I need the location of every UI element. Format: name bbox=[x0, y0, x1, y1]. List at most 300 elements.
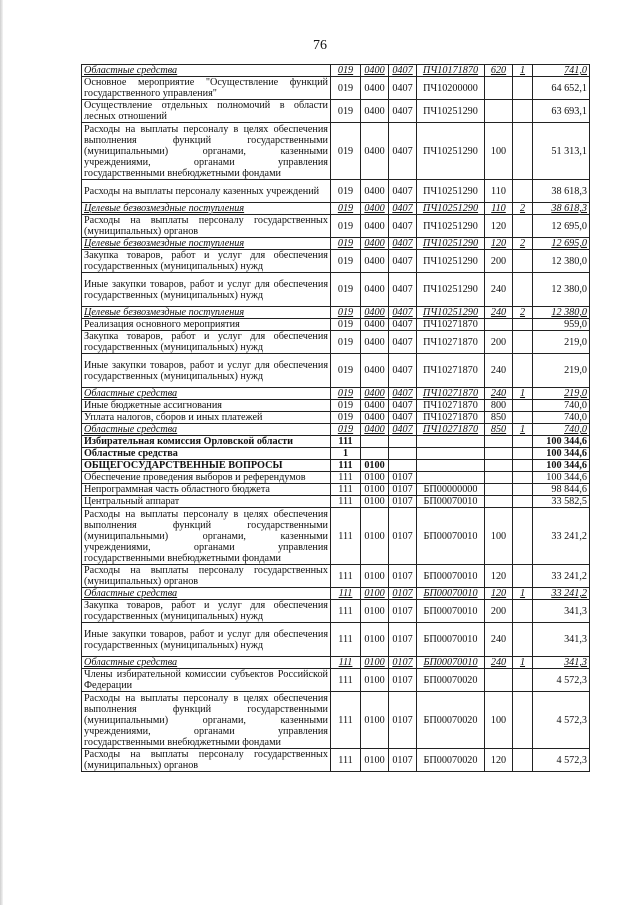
code-target-article: ПЧ10171870 bbox=[417, 65, 485, 77]
code-funding-source bbox=[513, 331, 533, 354]
row-amount: 219,0 bbox=[533, 388, 590, 400]
table-row bbox=[82, 77, 590, 100]
table-row bbox=[82, 400, 590, 412]
row-amount: 341,3 bbox=[533, 623, 590, 657]
code-section: 0400 bbox=[361, 307, 389, 319]
row-amount: 4 572,3 bbox=[533, 692, 590, 749]
row-name: Закупка товаров, работ и услуг для обеспечения государственных (муниципальных) нужд bbox=[82, 250, 331, 273]
code-expense-type bbox=[485, 100, 513, 123]
code-expense-type: 120 bbox=[485, 588, 513, 600]
code-section: 0400 bbox=[361, 319, 389, 331]
row-amount: 4 572,3 bbox=[533, 749, 590, 772]
table-row bbox=[82, 600, 590, 623]
row-name: Уплата налогов, сборов и иных платежей bbox=[82, 412, 331, 424]
code-funding-source bbox=[513, 180, 533, 203]
table-row bbox=[82, 319, 590, 331]
code-ministry: 111 bbox=[331, 600, 361, 623]
code-expense-type bbox=[485, 77, 513, 100]
code-ministry: 019 bbox=[331, 100, 361, 123]
table-row bbox=[82, 657, 590, 669]
code-funding-source bbox=[513, 436, 533, 448]
code-funding-source bbox=[513, 472, 533, 484]
code-ministry: 111 bbox=[331, 588, 361, 600]
code-target-article: ПЧ10271870 bbox=[417, 424, 485, 436]
code-funding-source bbox=[513, 448, 533, 460]
code-target-article: БП00070010 bbox=[417, 496, 485, 508]
code-section: 0400 bbox=[361, 412, 389, 424]
table-row bbox=[82, 203, 590, 215]
row-name: ОБЩЕГОСУДАРСТВЕННЫЕ ВОПРОСЫ bbox=[82, 460, 331, 472]
code-target-article bbox=[417, 436, 485, 448]
code-subsection: 0407 bbox=[389, 123, 417, 180]
table-row bbox=[82, 238, 590, 250]
row-name: Иные бюджетные ассигнования bbox=[82, 400, 331, 412]
row-name: Расходы на выплаты персоналу государственных (муниципальных) органов bbox=[82, 215, 331, 238]
code-subsection: 0107 bbox=[389, 623, 417, 657]
code-section: 0400 bbox=[361, 65, 389, 77]
code-funding-source bbox=[513, 412, 533, 424]
code-target-article: БП00000000 bbox=[417, 484, 485, 496]
code-target-article: ПЧ10271870 bbox=[417, 354, 485, 388]
row-amount: 100 344,6 bbox=[533, 448, 590, 460]
code-target-article: БП00070010 bbox=[417, 623, 485, 657]
code-section: 0400 bbox=[361, 77, 389, 100]
code-funding-source: 1 bbox=[513, 588, 533, 600]
code-funding-source bbox=[513, 600, 533, 623]
table-row bbox=[82, 565, 590, 588]
code-ministry: 019 bbox=[331, 77, 361, 100]
code-funding-source bbox=[513, 77, 533, 100]
code-section: 0100 bbox=[361, 588, 389, 600]
code-section: 0100 bbox=[361, 657, 389, 669]
row-amount: 33 241,2 bbox=[533, 565, 590, 588]
code-ministry: 111 bbox=[331, 565, 361, 588]
code-ministry: 019 bbox=[331, 215, 361, 238]
code-funding-source bbox=[513, 215, 533, 238]
code-subsection bbox=[389, 460, 417, 472]
code-subsection: 0407 bbox=[389, 250, 417, 273]
code-subsection: 0407 bbox=[389, 331, 417, 354]
code-funding-source bbox=[513, 669, 533, 692]
code-expense-type bbox=[485, 460, 513, 472]
row-name: Целевые безвозмездные поступления bbox=[82, 203, 331, 215]
row-name: Члены избирательной комиссии субъектов Российской Федерации bbox=[82, 669, 331, 692]
row-amount: 740,0 bbox=[533, 400, 590, 412]
code-ministry: 019 bbox=[331, 180, 361, 203]
code-funding-source: 1 bbox=[513, 65, 533, 77]
code-funding-source bbox=[513, 460, 533, 472]
row-amount: 4 572,3 bbox=[533, 669, 590, 692]
code-ministry: 111 bbox=[331, 623, 361, 657]
code-funding-source bbox=[513, 496, 533, 508]
code-section: 0100 bbox=[361, 623, 389, 657]
code-section: 0100 bbox=[361, 669, 389, 692]
code-ministry: 019 bbox=[331, 123, 361, 180]
code-subsection: 0107 bbox=[389, 472, 417, 484]
code-target-article: ПЧ10271870 bbox=[417, 400, 485, 412]
code-ministry: 019 bbox=[331, 250, 361, 273]
code-target-article bbox=[417, 448, 485, 460]
code-section: 0100 bbox=[361, 460, 389, 472]
code-subsection: 0107 bbox=[389, 749, 417, 772]
table-row bbox=[82, 436, 590, 448]
row-amount: 51 313,1 bbox=[533, 123, 590, 180]
code-section: 0100 bbox=[361, 508, 389, 565]
code-section bbox=[361, 448, 389, 460]
code-funding-source: 1 bbox=[513, 657, 533, 669]
row-amount: 740,0 bbox=[533, 412, 590, 424]
code-funding-source: 1 bbox=[513, 388, 533, 400]
code-expense-type bbox=[485, 448, 513, 460]
code-funding-source bbox=[513, 623, 533, 657]
code-ministry: 019 bbox=[331, 388, 361, 400]
code-section: 0400 bbox=[361, 238, 389, 250]
row-amount: 98 844,6 bbox=[533, 484, 590, 496]
code-ministry: 111 bbox=[331, 436, 361, 448]
code-ministry: 019 bbox=[331, 307, 361, 319]
row-name: Областные средства bbox=[82, 657, 331, 669]
row-amount: 64 652,1 bbox=[533, 77, 590, 100]
code-ministry: 111 bbox=[331, 496, 361, 508]
row-amount: 959,0 bbox=[533, 319, 590, 331]
code-funding-source: 2 bbox=[513, 203, 533, 215]
code-funding-source bbox=[513, 484, 533, 496]
code-subsection: 0407 bbox=[389, 77, 417, 100]
row-name: Целевые безвозмездные поступления bbox=[82, 238, 331, 250]
code-ministry: 019 bbox=[331, 331, 361, 354]
code-funding-source bbox=[513, 123, 533, 180]
code-target-article: БП00070010 bbox=[417, 565, 485, 588]
code-expense-type: 240 bbox=[485, 307, 513, 319]
row-name: Реализация основного мероприятия bbox=[82, 319, 331, 331]
code-expense-type: 850 bbox=[485, 412, 513, 424]
code-subsection: 0407 bbox=[389, 238, 417, 250]
code-expense-type: 240 bbox=[485, 273, 513, 307]
row-name: Избирательная комиссия Орловской области bbox=[82, 436, 331, 448]
table-row bbox=[82, 669, 590, 692]
code-expense-type bbox=[485, 484, 513, 496]
table-row bbox=[82, 448, 590, 460]
code-ministry: 019 bbox=[331, 203, 361, 215]
row-amount: 100 344,6 bbox=[533, 436, 590, 448]
row-name: Расходы на выплаты персоналу государственных (муниципальных) органов bbox=[82, 565, 331, 588]
page-number: 76 bbox=[313, 38, 327, 53]
code-expense-type: 240 bbox=[485, 388, 513, 400]
code-expense-type: 100 bbox=[485, 508, 513, 565]
table-row bbox=[82, 180, 590, 203]
code-section: 0400 bbox=[361, 331, 389, 354]
code-target-article: БП00070010 bbox=[417, 657, 485, 669]
row-amount: 38 618,3 bbox=[533, 203, 590, 215]
row-amount: 741,0 bbox=[533, 65, 590, 77]
code-target-article: БП00070010 bbox=[417, 588, 485, 600]
code-target-article: ПЧ10251290 bbox=[417, 123, 485, 180]
code-expense-type: 100 bbox=[485, 692, 513, 749]
code-subsection: 0407 bbox=[389, 215, 417, 238]
code-ministry: 019 bbox=[331, 65, 361, 77]
table-row bbox=[82, 123, 590, 180]
table-row bbox=[82, 100, 590, 123]
code-expense-type bbox=[485, 472, 513, 484]
row-amount: 12 380,0 bbox=[533, 273, 590, 307]
row-name: Расходы на выплаты персоналу в целях обеспечения выполнения функций государственными (муниципальными) органами, казенными учреждениями, органами управления государственными внебюджетными фондами bbox=[82, 123, 331, 180]
table-row bbox=[82, 307, 590, 319]
code-expense-type: 200 bbox=[485, 250, 513, 273]
code-subsection: 0107 bbox=[389, 588, 417, 600]
code-subsection: 0107 bbox=[389, 484, 417, 496]
row-name: Центральный аппарат bbox=[82, 496, 331, 508]
table-row bbox=[82, 623, 590, 657]
code-section: 0400 bbox=[361, 203, 389, 215]
table-row bbox=[82, 692, 590, 749]
row-name: Областные средства bbox=[82, 448, 331, 460]
code-ministry: 019 bbox=[331, 354, 361, 388]
code-expense-type bbox=[485, 436, 513, 448]
code-subsection: 0407 bbox=[389, 180, 417, 203]
row-amount: 219,0 bbox=[533, 331, 590, 354]
code-target-article: ПЧ10251290 bbox=[417, 307, 485, 319]
table-row bbox=[82, 273, 590, 307]
code-expense-type: 240 bbox=[485, 623, 513, 657]
code-subsection: 0407 bbox=[389, 400, 417, 412]
row-name: Расходы на выплаты персоналу в целях обеспечения выполнения функций государственными (муниципальными) органами, казенными учреждениями, органами управления государственными внебюджетными фондами bbox=[82, 692, 331, 749]
code-subsection: 0407 bbox=[389, 424, 417, 436]
code-target-article: ПЧ10251290 bbox=[417, 100, 485, 123]
code-target-article: ПЧ10251290 bbox=[417, 250, 485, 273]
code-expense-type: 120 bbox=[485, 215, 513, 238]
code-funding-source bbox=[513, 508, 533, 565]
code-funding-source bbox=[513, 400, 533, 412]
code-target-article: ПЧ10271870 bbox=[417, 388, 485, 400]
row-amount: 33 241,2 bbox=[533, 508, 590, 565]
code-ministry: 111 bbox=[331, 460, 361, 472]
table-row bbox=[82, 331, 590, 354]
code-section bbox=[361, 436, 389, 448]
row-amount: 33 241,2 bbox=[533, 588, 590, 600]
table-row bbox=[82, 460, 590, 472]
table-row bbox=[82, 749, 590, 772]
code-section: 0400 bbox=[361, 100, 389, 123]
code-subsection: 0407 bbox=[389, 388, 417, 400]
code-target-article: БП00070020 bbox=[417, 749, 485, 772]
code-section: 0100 bbox=[361, 692, 389, 749]
code-section: 0100 bbox=[361, 472, 389, 484]
code-subsection: 0107 bbox=[389, 565, 417, 588]
row-name: Расходы на выплаты персоналу казенных учреждений bbox=[82, 180, 331, 203]
code-expense-type: 110 bbox=[485, 180, 513, 203]
code-funding-source bbox=[513, 100, 533, 123]
code-expense-type bbox=[485, 496, 513, 508]
row-amount: 33 582,5 bbox=[533, 496, 590, 508]
row-name: Областные средства bbox=[82, 388, 331, 400]
code-ministry: 1 bbox=[331, 448, 361, 460]
code-target-article: ПЧ10251290 bbox=[417, 203, 485, 215]
code-target-article: ПЧ10251290 bbox=[417, 180, 485, 203]
code-expense-type: 120 bbox=[485, 749, 513, 772]
code-target-article: ПЧ10251290 bbox=[417, 273, 485, 307]
code-target-article: БП00070020 bbox=[417, 692, 485, 749]
code-subsection: 0407 bbox=[389, 273, 417, 307]
row-name: Непрограммная часть областного бюджета bbox=[82, 484, 331, 496]
row-amount: 12 695,0 bbox=[533, 238, 590, 250]
table-row bbox=[82, 472, 590, 484]
code-section: 0400 bbox=[361, 354, 389, 388]
code-subsection bbox=[389, 448, 417, 460]
row-name: Иные закупки товаров, работ и услуг для обеспечения государственных (муниципальных) нужд bbox=[82, 623, 331, 657]
row-name: Иные закупки товаров, работ и услуг для обеспечения государственных (муниципальных) нужд bbox=[82, 273, 331, 307]
code-subsection: 0107 bbox=[389, 508, 417, 565]
row-amount: 12 380,0 bbox=[533, 307, 590, 319]
row-name: Иные закупки товаров, работ и услуг для обеспечения государственных (муниципальных) нужд bbox=[82, 354, 331, 388]
code-subsection: 0107 bbox=[389, 669, 417, 692]
code-subsection: 0107 bbox=[389, 600, 417, 623]
row-amount: 740,0 bbox=[533, 424, 590, 436]
code-section: 0100 bbox=[361, 600, 389, 623]
code-funding-source bbox=[513, 354, 533, 388]
table-row bbox=[82, 496, 590, 508]
code-section: 0400 bbox=[361, 424, 389, 436]
row-name: Обеспечение проведения выборов и референдумов bbox=[82, 472, 331, 484]
code-ministry: 111 bbox=[331, 692, 361, 749]
code-subsection: 0407 bbox=[389, 203, 417, 215]
code-expense-type: 200 bbox=[485, 331, 513, 354]
code-section: 0400 bbox=[361, 215, 389, 238]
code-expense-type bbox=[485, 669, 513, 692]
code-ministry: 111 bbox=[331, 508, 361, 565]
code-target-article: БП00070020 bbox=[417, 669, 485, 692]
code-funding-source bbox=[513, 749, 533, 772]
code-subsection bbox=[389, 436, 417, 448]
code-target-article: ПЧ10271870 bbox=[417, 412, 485, 424]
code-ministry: 111 bbox=[331, 484, 361, 496]
table-row bbox=[82, 388, 590, 400]
code-subsection: 0407 bbox=[389, 65, 417, 77]
code-target-article: ПЧ10200000 bbox=[417, 77, 485, 100]
row-amount: 12 695,0 bbox=[533, 215, 590, 238]
table-row bbox=[82, 484, 590, 496]
table-row bbox=[82, 250, 590, 273]
row-amount: 219,0 bbox=[533, 354, 590, 388]
code-expense-type bbox=[485, 319, 513, 331]
code-ministry: 111 bbox=[331, 749, 361, 772]
code-funding-source bbox=[513, 565, 533, 588]
code-subsection: 0407 bbox=[389, 412, 417, 424]
row-name: Расходы на выплаты персоналу государственных (муниципальных) органов bbox=[82, 749, 331, 772]
row-amount: 100 344,6 bbox=[533, 472, 590, 484]
code-target-article: ПЧ10251290 bbox=[417, 238, 485, 250]
code-funding-source: 2 bbox=[513, 307, 533, 319]
code-funding-source: 2 bbox=[513, 238, 533, 250]
code-ministry: 019 bbox=[331, 400, 361, 412]
code-subsection: 0407 bbox=[389, 354, 417, 388]
code-target-article bbox=[417, 472, 485, 484]
code-funding-source bbox=[513, 250, 533, 273]
code-target-article: ПЧ10271870 bbox=[417, 331, 485, 354]
table-row bbox=[82, 424, 590, 436]
code-target-article: БП00070010 bbox=[417, 600, 485, 623]
table-row bbox=[82, 65, 590, 77]
row-name: Областные средства bbox=[82, 65, 331, 77]
code-ministry: 111 bbox=[331, 657, 361, 669]
code-target-article: ПЧ10251290 bbox=[417, 215, 485, 238]
code-subsection: 0407 bbox=[389, 319, 417, 331]
code-funding-source bbox=[513, 273, 533, 307]
row-amount: 63 693,1 bbox=[533, 100, 590, 123]
code-section: 0400 bbox=[361, 400, 389, 412]
code-section: 0400 bbox=[361, 388, 389, 400]
code-section: 0400 bbox=[361, 250, 389, 273]
code-subsection: 0107 bbox=[389, 496, 417, 508]
code-target-article: ПЧ10271870 bbox=[417, 319, 485, 331]
row-name: Закупка товаров, работ и услуг для обеспечения государственных (муниципальных) нужд bbox=[82, 600, 331, 623]
row-name: Закупка товаров, работ и услуг для обеспечения государственных (муниципальных) нужд bbox=[82, 331, 331, 354]
table-row bbox=[82, 215, 590, 238]
row-name: Основное мероприятие "Осуществление функций государственного управления" bbox=[82, 77, 331, 100]
code-expense-type: 110 bbox=[485, 203, 513, 215]
code-funding-source: 1 bbox=[513, 424, 533, 436]
code-subsection: 0107 bbox=[389, 657, 417, 669]
row-name: Расходы на выплаты персоналу в целях обеспечения выполнения функций государственными (муниципальными) органами, казенными учреждениями, органами управления государственными внебюджетными фондами bbox=[82, 508, 331, 565]
code-expense-type: 200 bbox=[485, 600, 513, 623]
row-amount: 38 618,3 bbox=[533, 180, 590, 203]
code-section: 0400 bbox=[361, 123, 389, 180]
code-ministry: 111 bbox=[331, 472, 361, 484]
table-row bbox=[82, 508, 590, 565]
code-subsection: 0407 bbox=[389, 100, 417, 123]
code-expense-type: 120 bbox=[485, 238, 513, 250]
code-funding-source bbox=[513, 692, 533, 749]
code-ministry: 019 bbox=[331, 424, 361, 436]
code-target-article: БП00070010 bbox=[417, 508, 485, 565]
code-section: 0400 bbox=[361, 180, 389, 203]
code-section: 0100 bbox=[361, 565, 389, 588]
code-subsection: 0407 bbox=[389, 307, 417, 319]
row-name: Областные средства bbox=[82, 588, 331, 600]
code-section: 0100 bbox=[361, 496, 389, 508]
code-ministry: 019 bbox=[331, 319, 361, 331]
code-ministry: 019 bbox=[331, 273, 361, 307]
code-expense-type: 240 bbox=[485, 354, 513, 388]
code-expense-type: 100 bbox=[485, 123, 513, 180]
table-row bbox=[82, 354, 590, 388]
code-funding-source bbox=[513, 319, 533, 331]
code-ministry: 111 bbox=[331, 669, 361, 692]
code-target-article bbox=[417, 460, 485, 472]
table-row bbox=[82, 588, 590, 600]
code-subsection: 0107 bbox=[389, 692, 417, 749]
code-ministry: 019 bbox=[331, 412, 361, 424]
row-amount: 341,3 bbox=[533, 657, 590, 669]
row-amount: 12 380,0 bbox=[533, 250, 590, 273]
scan-edge bbox=[0, 0, 3, 905]
row-amount: 100 344,6 bbox=[533, 460, 590, 472]
code-expense-type: 120 bbox=[485, 565, 513, 588]
code-expense-type: 850 bbox=[485, 424, 513, 436]
table-row bbox=[82, 412, 590, 424]
row-name: Областные средства bbox=[82, 424, 331, 436]
code-ministry: 019 bbox=[331, 238, 361, 250]
row-name: Осуществление отдельных полномочий в области лесных отношений bbox=[82, 100, 331, 123]
code-section: 0400 bbox=[361, 273, 389, 307]
code-expense-type: 620 bbox=[485, 65, 513, 77]
code-expense-type: 800 bbox=[485, 400, 513, 412]
row-name: Целевые безвозмездные поступления bbox=[82, 307, 331, 319]
budget-table bbox=[81, 64, 590, 772]
row-amount: 341,3 bbox=[533, 600, 590, 623]
code-section: 0100 bbox=[361, 484, 389, 496]
code-section: 0100 bbox=[361, 749, 389, 772]
code-expense-type: 240 bbox=[485, 657, 513, 669]
